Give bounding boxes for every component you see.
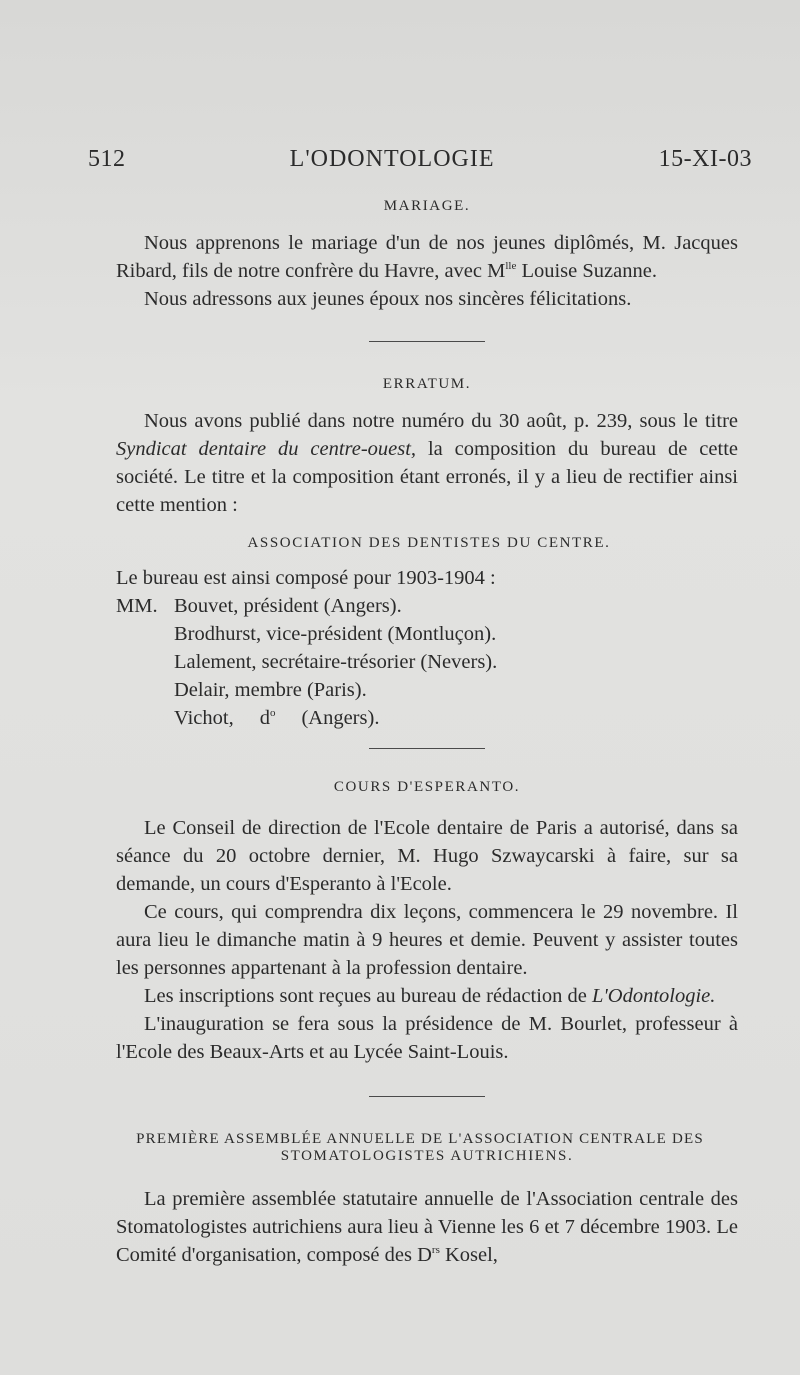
mariage-paragraph-2: Nous adressons aux jeunes époux nos sincères félicitations. xyxy=(144,288,632,310)
esperanto-paragraph-4: L'inauguration se fera sous la présidence de M. Bourlet, professeur à l'Ecole des Beaux-Arts et au Lycée Saint-Louis. xyxy=(116,1013,738,1063)
issue-date: 15-XI-03 xyxy=(658,146,752,172)
association-subheading: ASSOCIATION DES DENTISTES DU CENTRE. xyxy=(247,535,611,551)
members-prefix: MM. xyxy=(116,595,158,617)
member-entry: Bouvet, président (Angers). xyxy=(174,595,402,617)
assemblee-paragraph: La première assemblée statutaire annuelle de l'Association centrale des Stomatologistes autrichiens aura lieu à Vienne les 6 et 7 décembre 1903. Le Comité d'organisation, composé des $D^{rs}$ Kosel, xyxy=(116,1188,738,1266)
bureau-list xyxy=(116,564,738,732)
running-header xyxy=(88,146,752,173)
member-entry: Delair, membre (Paris). xyxy=(174,679,367,701)
erratum-paragraph: Nous avons publié dans notre numéro du 30 août, p. 239, sous le titre Syndicat dentaire du centre-ouest, la composition du bureau de cette société. Le titre et la composition étant erronés, il y a lieu de rectifier ainsi cette mention : xyxy=(116,410,738,516)
list-item xyxy=(116,592,738,620)
section-divider xyxy=(369,748,485,749)
section-heading-esperanto: COURS D'ESPERANTO. xyxy=(333,779,521,795)
section-divider xyxy=(369,341,485,342)
esperanto-paragraph-3: Les inscriptions sont reçues au bureau de rédaction de L'Odontologie. xyxy=(144,985,716,1007)
mariage-paragraph-1: Nous apprenons le mariage d'un de nos jeunes diplômés, M. Jacques Ribard, fils de notre confrère du Havre, avec $M^{lle}$ Louise Suzanne. xyxy=(116,232,738,282)
esperanto-paragraph-2: Ce cours, qui comprendra dix leçons, commencera le 29 novembre. Il aura lieu le dimanche matin à 9 heures et demie. Peuvent y assister toutes les personnes appartenant à la profession dentaire. xyxy=(116,901,738,979)
member-entry: Brodhurst, vice-président (Montluçon). xyxy=(174,623,497,645)
member-entry: Lalement, secrétaire-trésorier (Nevers). xyxy=(174,651,498,673)
section-heading-assemblee-line2: STOMATOLOGISTES AUTRICHIENS. xyxy=(280,1148,574,1164)
section-heading-mariage: MARIAGE. xyxy=(383,198,471,214)
esperanto-paragraph-1: Le Conseil de direction de l'Ecole dentaire de Paris a autorisé, dans sa séance du 20 octobre dernier, M. Hugo Szwaycarski à faire, sur sa demande, un cours d'Esperanto à l'Ecole. xyxy=(116,817,738,895)
section-heading-assemblee-line1: PREMIÈRE ASSEMBLÉE ANNUELLE DE L'ASSOCIATION CENTRALE DES xyxy=(136,1131,704,1147)
journal-title: L'ODONTOLOGIE xyxy=(289,146,495,172)
page-number: 512 xyxy=(88,146,126,172)
bureau-intro: Le bureau est ainsi composé pour 1903-1904 : xyxy=(116,567,496,589)
member-entry: Vichot, $d^o$ (Angers). xyxy=(174,707,380,729)
section-heading-erratum: ERRATUM. xyxy=(382,376,472,392)
article-body xyxy=(116,198,738,1269)
section-divider xyxy=(369,1096,485,1097)
